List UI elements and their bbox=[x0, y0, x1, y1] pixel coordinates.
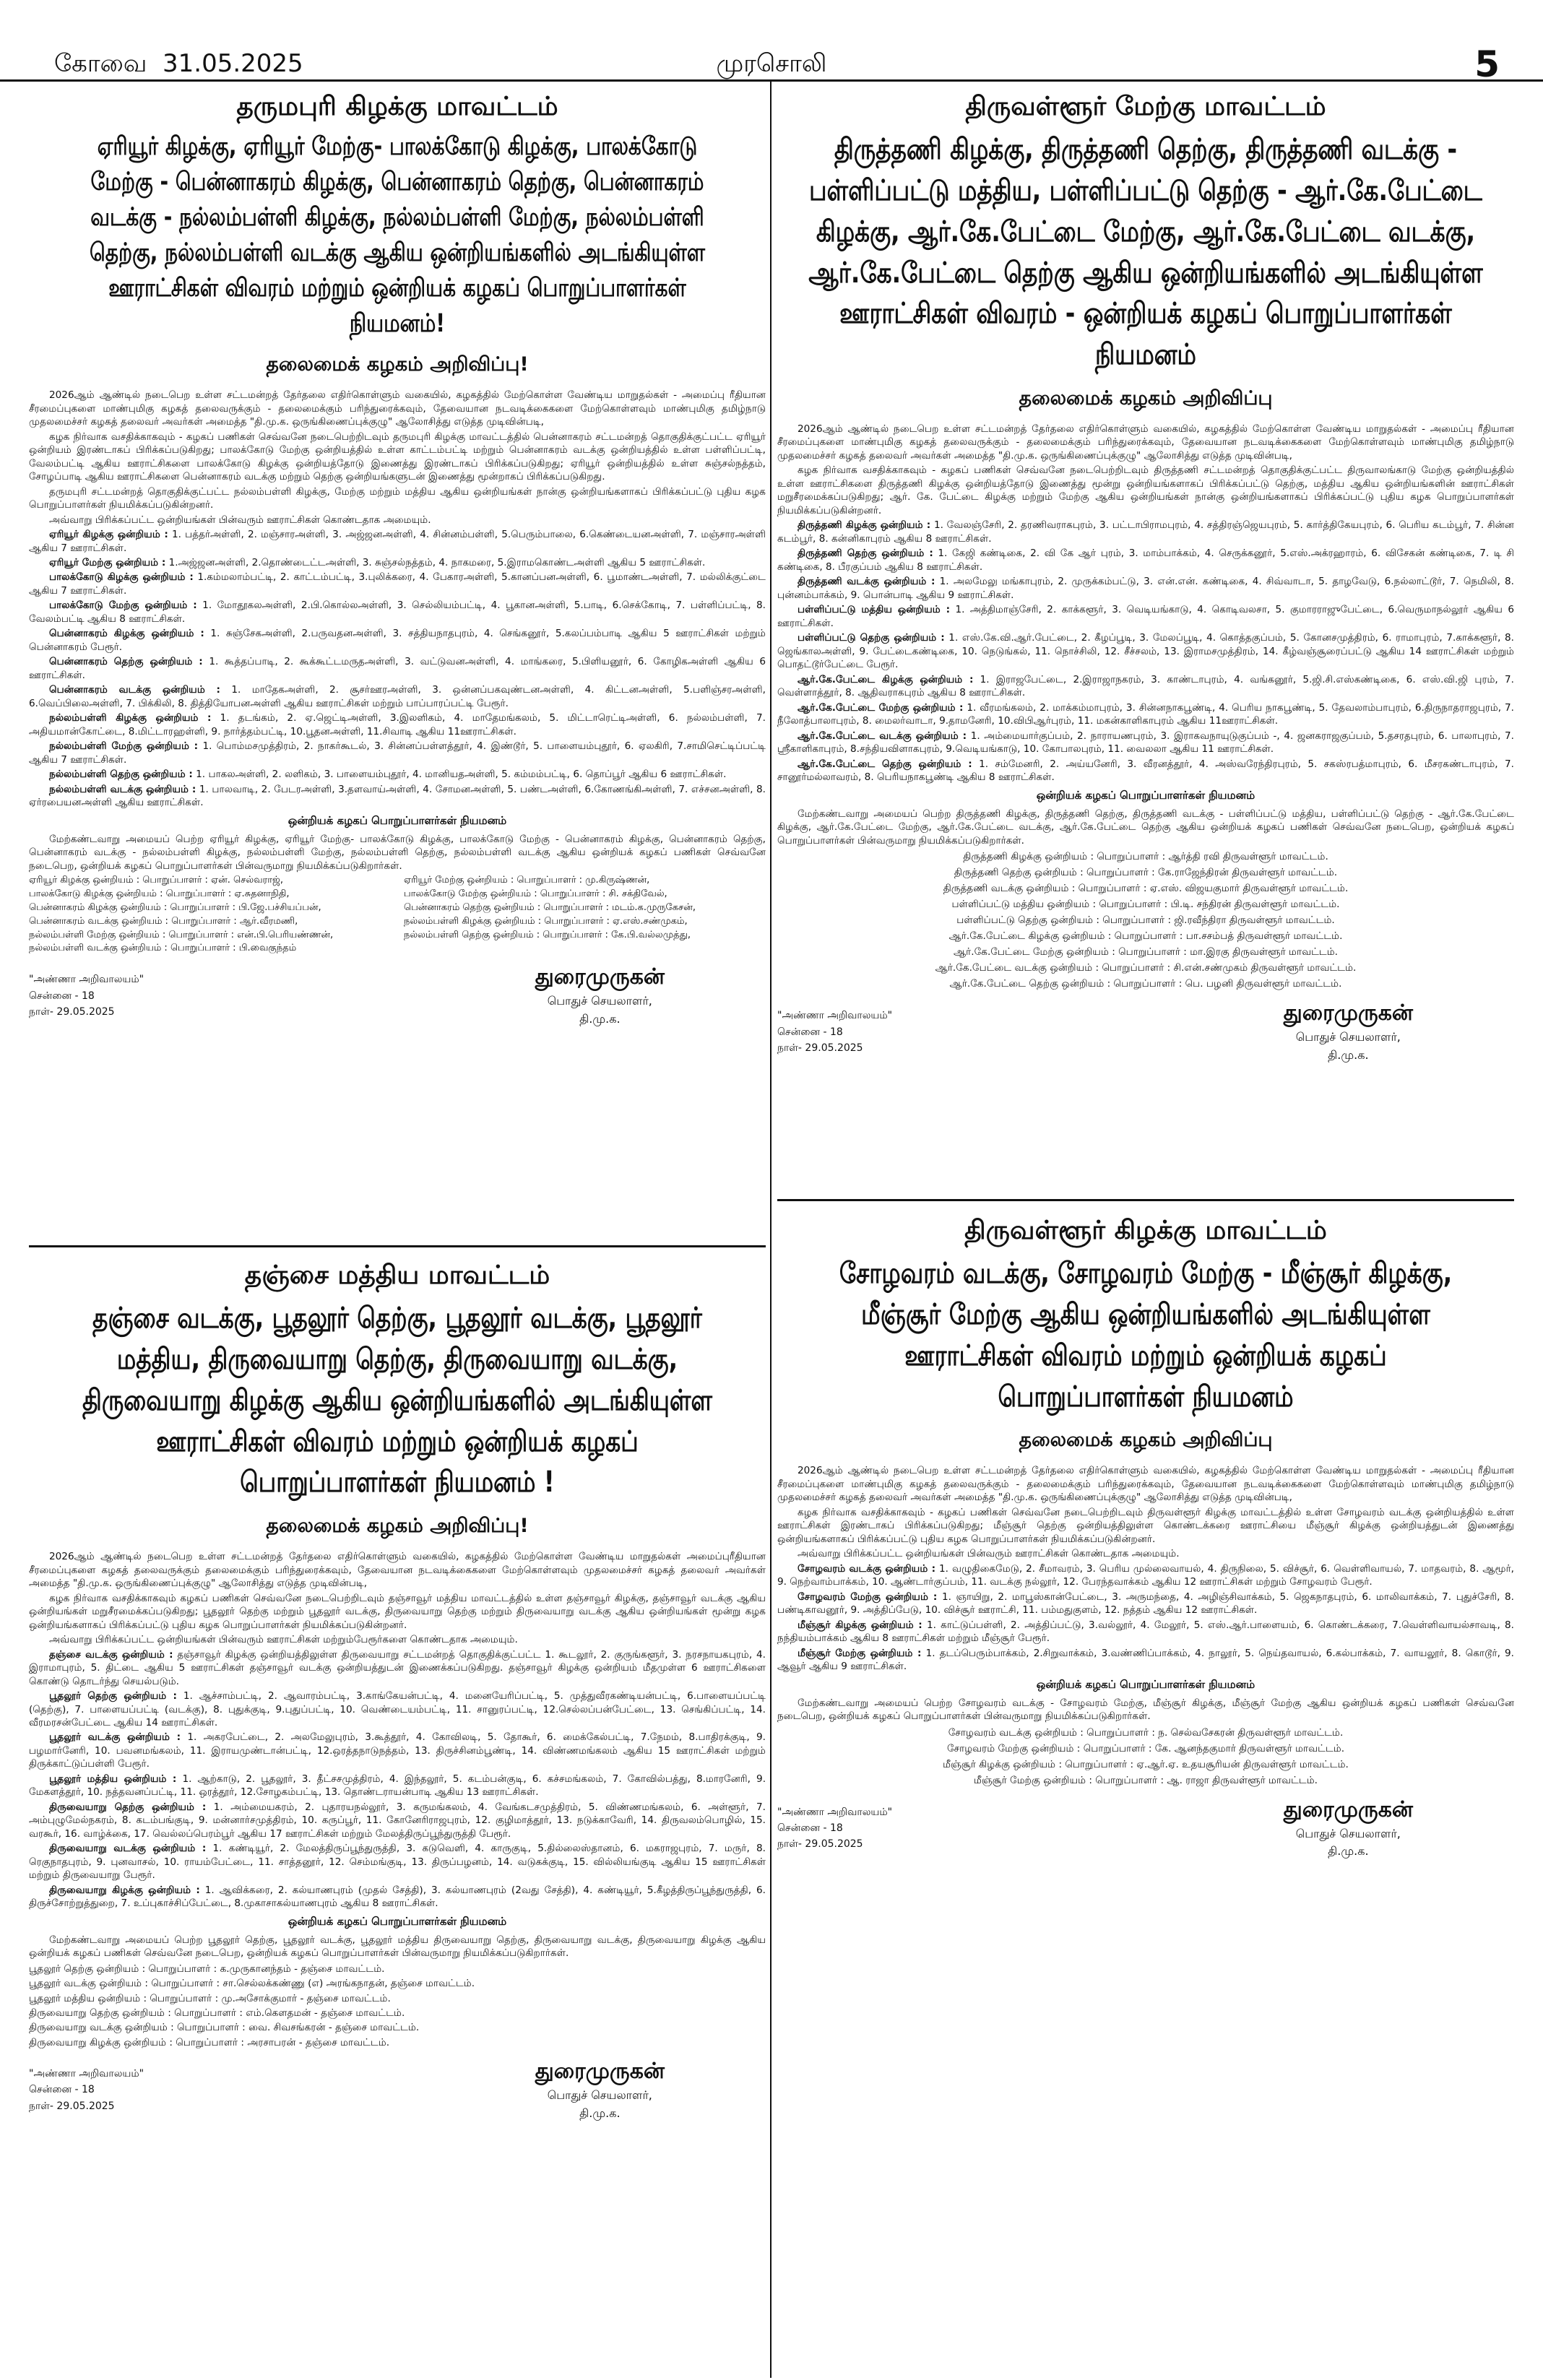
signatory-title: பொதுச் செயலாளர், bbox=[547, 2088, 652, 2103]
union-name: ஆர்.கே.பேட்டை தெற்கு ஒன்றியம் : bbox=[798, 758, 972, 770]
union-panchayats: 1. காட்டுப்பள்ளி, 2. அத்திப்பட்டு, 3.வல்லூர், 4. மேலூர், 5. எஸ்.ஆர்.பாளையம், 6. கொண்டக்கரை, 7.வெள்ளிவாயல்சாவடி, 8. நந்தியம்பாக்கம் ஆகிய 8 ஊராட்சிகள் மற்றும் மீஞ்சூர் பேரூர். bbox=[777, 1619, 1514, 1645]
footer-city: சென்னை - 18 bbox=[777, 1822, 843, 1835]
signatory-title: பொதுச் செயலாளர், bbox=[547, 994, 652, 1008]
union-name: பென்னாகரம் கிழக்கு ஒன்றியம் : bbox=[49, 628, 204, 640]
notice-footer bbox=[29, 2059, 766, 2167]
union-entry bbox=[777, 701, 1514, 728]
footer-date: நாள்- 29.05.2025 bbox=[29, 2100, 115, 2112]
union-entry bbox=[777, 1647, 1514, 1674]
union-entry bbox=[29, 740, 766, 766]
union-panchayats: 1. பத்தர்அள்ளி, 2. மஞ்சாரஅள்ளி, 3. அஜ்ஜனஅள்ளி, 4. சின்னம்பள்ளி, 5.பெரும்பாலை, 6.கெண்டையனஅள்ளி, 7. மஞ்சாரஅள்ளி ஆகிய 7 ஊராட்சிகள். bbox=[29, 529, 766, 554]
body-paragraph: அவ்வாறு பிரிக்கப்பட்ட ஒன்றியங்கள் பின்வரும் ஊராட்சிகள் மற்றும்பேரூர்களை கொண்டதாக அமையும். bbox=[49, 1634, 518, 1646]
appointment-intro: மேற்கண்டவாறு அமையப் பெற்ற பூதலூர் தெற்கு, பூதலூர் வடக்கு, பூதலூர் மத்திய திருவையாறு தெற்கு, திருவையாறு வடக்கு, திருவையாறு கிழக்கு ஆகிய ஒன்றியக் கழகப் பணிகள் செவ்வனே நடைபெற, ஒன்றியக் கழகப் பொறுப்பாளர்கள் பின்வருமாறு நியமிக்கப்படுகிறார்கள். bbox=[29, 1934, 766, 1960]
appointment-item: பூதலூர் வடக்கு ஒன்றியம் : பொறுப்பாளர் : சா.செல்லக்கண்ணு (எ) அரங்கநாதன், தஞ்சை மாவட்டம். bbox=[29, 1978, 475, 1990]
union-entry bbox=[29, 1842, 766, 1882]
union-panchayats: 1. அம்மையகரம், 2. புதாரயநல்லூர், 3. கருமங்கலம், 4. வேங்கடசமுத்திரம், 5. விண்ணமங்கலம், 6. அள்ளூர், 7. அம்புழுமேல்நகரம், 8. கடம்பங்குடி, 9. மன்னார்சமுத்திரம், 10. கருப்பூர், 11. கோனேரிராஜபுரம், 12. குழிமாத்தூர், 13. நடுக்காவேரி, 14. திருவலம்பொழில், 15. வரகூர், 16. வாழ்க்கை, 17. வெல்லப்பெரம்பூர் ஆகிய 17 ஊராட்சிகள் மற்றும் மேலத்திருப்பூந்துருத்தி பேரூர். bbox=[29, 1801, 766, 1840]
union-entry bbox=[29, 683, 766, 710]
appointment-list bbox=[777, 849, 1514, 992]
union-entry bbox=[777, 758, 1514, 784]
union-name: பென்னாகரம் வடக்கு ஒன்றியம் : bbox=[49, 684, 220, 696]
union-panchayats: 1. அலமேலு மங்காபுரம், 2. முருக்கம்பட்டு, 3. என்.என். கண்டிகை, 4. சிவ்வாடா, 5. தாழவேடு, 6.நல்லாட்டூர், 7. நெமிலி, 8. புன்னம்பாக்கம், 9. பொன்பாடி ஆகிய 9 ஊராட்சிகள். bbox=[777, 576, 1514, 601]
union-entry bbox=[777, 519, 1514, 545]
appointment-item: ஆர்.கே.பேட்டை கிழக்கு ஒன்றியம் : பொறுப்பாளர் : பா.சசம்பத் திருவள்ளூர் மாவட்டம். bbox=[948, 930, 1343, 943]
union-name: ஆர்.கே.பேட்டை மேற்கு ஒன்றியம் : bbox=[798, 701, 964, 714]
union-name: நல்லம்பள்ளி வடக்கு ஒன்றியம் : bbox=[49, 783, 196, 795]
footer-address-block bbox=[29, 2066, 144, 2114]
footer-date: நாள்- 29.05.2025 bbox=[777, 1042, 863, 1054]
union-name: திருவையாறு வடக்கு ஒன்றியம் : bbox=[49, 1843, 207, 1855]
district-title: தஞ்சை மத்திய மாவட்டம் bbox=[244, 1260, 550, 1290]
section-rule bbox=[29, 1245, 766, 1247]
union-name: பென்னாகரம் தெற்கு ஒன்றியம் : bbox=[49, 656, 203, 668]
footer-city: சென்னை - 18 bbox=[29, 2084, 95, 2096]
union-panchayats: 1.அஜ்ஜனஅள்ளி, 2.தொண்டைட்டஅள்ளி, 3. சுஞ்சல்நத்தம், 4. நாகமரை, 5.இராமகொண்டஅள்ளி ஆகிய 5 ஊராட்சிகள். bbox=[168, 557, 706, 568]
union-name: திருத்தணி தெற்கு ஒன்றியம் : bbox=[798, 548, 933, 560]
union-entry bbox=[777, 730, 1514, 756]
body-paragraph: 2026ஆம் ஆண்டில் நடைபெற உள்ள சட்டமன்றத் தேர்தலை எதிர்கொள்ளும் வகையில், கழகத்தில் மேற்கொள்ள வேண்டிய மாறுதல்கள் - அமைப்பு ரீதியான சீரமைப்புகளை மாண்புமிகு கழகத் தலைவருக்கும் - தலைமைக்கும் பரிந்துரைக்கவும், தேவையான நடவடிக்கைகளை மேற்கொள்ளவும் மாண்புமிகு தமிழ்நாடு முதலமைச்சர் கழகத் தலைவர் அவர்கள் அமைத்த "தி.மு.க. ஒருங்கிணைப்புக்குழு" ஆலோசித்து எடுத்த முடிவின்படி, bbox=[777, 1465, 1514, 1504]
union-entry bbox=[29, 1801, 766, 1840]
footer-address: "அண்ணா அறிவாலயம்" bbox=[777, 1010, 893, 1022]
footer-address-block bbox=[777, 1804, 892, 1853]
union-entry bbox=[29, 528, 766, 555]
union-entry bbox=[29, 1731, 766, 1770]
union-entry bbox=[777, 1591, 1514, 1617]
union-entry bbox=[777, 631, 1514, 671]
union-name: மீஞ்சூர் கிழக்கு ஒன்றியம் : bbox=[798, 1619, 922, 1631]
issue-date: 31.05.2025 bbox=[163, 49, 303, 78]
union-panchayats: 1. கேஜி கண்டிகை, 2. வி கே ஆர் புரம், 3. மாம்பாக்கம், 4. செருக்கனூர், 5.எஸ்.அக்ரஹாரம், 6. விசேகன் கண்டிகை, 7. டி சி கண்டிகை, 8. பீரகுப்பம் ஆகிய 8 ஊராட்சிகள். bbox=[777, 548, 1514, 573]
notice-footer bbox=[777, 1000, 1514, 1109]
signature-block bbox=[535, 964, 665, 1029]
union-panchayats: 1. தடங்கம், 2. ஏ.ஜெட்டிஅள்ளி, 3.இலளிகம், 4. மாதேமங்கலம், 5. மிட்டாரெட்டிஅள்ளி, 6. நல்லம்பள்ளி, 7. அதியமான்கோட்டை, 8.மிட்டாரஹள்ளி, 9. நார்த்தம்பட்டி, 10.பூதனஅள்ளி, 11.சிவாடி ஆகிய 11ஊராட்சிகள். bbox=[29, 712, 766, 737]
appointment-title: ஒன்றியக் கழகப் பொறுப்பாளர்கள் நியமனம் bbox=[288, 813, 507, 827]
appointment-item: திருத்தணி வடக்கு ஒன்றியம் : பொறுப்பாளர் : ஏ.எஸ். விஜயகுமார் திருவள்ளூர் மாவட்டம். bbox=[943, 883, 1349, 895]
appointment-title: ஒன்றியக் கழகப் பொறுப்பாளர்கள் நியமனம் bbox=[1036, 788, 1255, 802]
appointment-item: மீஞ்சூர் மேற்கு ஒன்றியம் : பொறுப்பாளர் : ஆ. ராஜா திருவள்ளூர் மாவட்டம். bbox=[974, 1774, 1318, 1786]
notice-thiruvallur-east bbox=[777, 1205, 1514, 2368]
headline: தஞ்சை வடக்கு, பூதலூர் தெற்கு, பூதலூர் வடக்கு, பூதலூர் மத்திய, திருவையாறு தெற்கு, திருவையாறு வடக்கு, திருவையாறு கிழக்கு ஆகிய ஒன்றியங்களில் அடங்கியுள்ள ஊராட்சிகள் விவரம் மற்றும் ஒன்றியக் கழகப் பொறுப்பாளர்கள் நியமனம் ! bbox=[82, 1302, 713, 1500]
union-entry bbox=[29, 655, 766, 682]
appointment-item: நல்லம்பள்ளி மேற்கு ஒன்றியம் : பொறுப்பாளர் : என்.பி.பெரியண்ணன், bbox=[29, 929, 334, 940]
city: கோவை bbox=[54, 49, 147, 78]
body-paragraph: கழக நிர்வாக வசதிக்காகவும் கழகப் பணிகள் செவ்வனே நடைபெற்றிடவும் தஞ்சாவூர் மத்திய மாவட்டத்தில் உள்ள தஞ்சாவூர் கிழக்கு, தஞ்சாவூர் வடக்கு ஆகிய ஒன்றியங்கள் மறுசீரமைக்கப்படுகிறது; பூதலூர் தெற்கு மற்றும் பூதலூர் வடக்கு, திருவையாறு தெற்கு மற்றும் திருவையாறு வடக்கு ஆகிய ஒன்றியங்கள் மூன்று கழக ஒன்றியங்களாகப் பிரிக்கப்பட்டு புதிய கழக பொறுப்பாளர்கள் நியமிக்கப்படுகின்றனர். bbox=[29, 1592, 766, 1631]
party-name: தி.மு.க. bbox=[579, 2106, 621, 2120]
appointment-item: பூதலூர் மத்திய ஒன்றியம் : பொறுப்பாளர் : மு.அசோக்குமார் - தஞ்சை மாவட்டம். bbox=[29, 1992, 391, 2004]
union-name: திருத்தணி கிழக்கு ஒன்றியம் : bbox=[798, 519, 931, 532]
appointment-item: சோழவரம் வடக்கு ஒன்றியம் : பொறுப்பாளர் : ந. செல்வசேகரன் திருவள்ளூர் மாவட்டம். bbox=[948, 1726, 1344, 1739]
union-panchayats: 1. இராஜபேட்டை, 2.இராஜாநகரம், 3. காண்டாபுரம், 4. வங்கனூர், 5.ஜி.சி.எஸ்கண்டிகை, 6. எஸ்.வி.ஜி புரம், 7. வெள்ளாத்தூர், 8. ஆதிவராகபுரம் ஆகிய 8 ஊராட்சிகள். bbox=[777, 673, 1514, 699]
union-name: பாலக்கோடு கிழக்கு ஒன்றியம் : bbox=[49, 571, 194, 584]
appointment-item: திருத்தணி கிழக்கு ஒன்றியம் : பொறுப்பாளர் : ஆர்த்தி ரவி திருவள்ளூர் மாவட்டம். bbox=[963, 851, 1328, 863]
appointment-item: ஏரியூர் மேற்கு ஒன்றியம் : பொறுப்பாளர் : மு.கிருஷ்ணன், bbox=[404, 875, 650, 886]
union-panchayats: 1. அகரபேட்டை, 2. அலமேலுபுரம், 3.கூத்தூர், 4. கோவிலடி, 5. தோகூர், 6. மைக்கேல்பட்டி, 7.நேமம், 8.பாதிரக்குடி, 9. பழமார்னேரி, 10. பவனமங்கலம், 11. இராயமுண்டான்பட்டி, 12.ஒரத்தநாடுநத்தம், 13. திருச்சினம்பூண்டி, 14. விண்ணமங்கலம் ஆகிய 15 ஊராட்சிகள் மற்றும் திருக்காட்டுப்பள்ளி பேரூர். bbox=[29, 1731, 766, 1770]
union-name: பாலக்கோடு மேற்கு ஒன்றியம் : bbox=[49, 600, 197, 612]
union-name: ஏரியூர் கிழக்கு ஒன்றியம் : bbox=[49, 529, 168, 541]
appointment-item: ஏரியூர் கிழக்கு ஒன்றியம் : பொறுப்பாளர் : ஏன். செல்வராஜ், bbox=[29, 875, 284, 886]
union-panchayats: 1. பாகலஅள்ளி, 2. லளிகம், 3. பாளையம்புதூர், 4. மானியதஅள்ளி, 5. கம்மம்பட்டி, 6. தொப்பூர் ஆகிய 6 ஊராட்சிகள். bbox=[196, 769, 727, 781]
announcement-subhead: தலைமைக் கழகம் அறிவிப்பு bbox=[1019, 386, 1273, 410]
signatory-title: பொதுச் செயலாளர், bbox=[1295, 1826, 1401, 1840]
union-panchayats: 1.கம்மலாம்பட்டி, 2. காட்டம்பட்டி, 3.புலிக்கரை, 4. பேகாரஅள்ளி, 5.கானப்பனஅள்ளி, 6. பூமாண்டஅள்ளி, 7. மல்லிக்குட்டை ஆகிய 7 ஊராட்சிகள். bbox=[29, 571, 766, 597]
union-panchayats: 1. வழுதிகைமேடு, 2. சீமாவரம், 3. பெரிய முல்லைவாயல், 4. திருநிலை, 5. விச்சூர், 6. வெள்ளிவாயல், 7. மாதவரம், 8. ஆமூர், 9. நெற்வாம்பாக்கம், 10. ஆண்டார்குப்பம், 11. வடக்கு நல்லூர், 12. பேரந்தவாக்கம் ஆகிய 12 ஊராட்சிகள் மற்றும் சோழவரம் பேரூர். bbox=[777, 1562, 1514, 1588]
body-paragraph: தருமபுரி சட்டமன்றத் தொகுதிக்குட்பட்ட நல்லம்பள்ளி கிழக்கு, மேற்கு மற்றும் மத்திய ஆகிய ஒன்றியங்கள் நான்கு ஒன்றியங்களாகப் பிரிக்கப்பட்டு புதிய கழக பொறுப்பாளர்கள் நியமிக்கப்படுகின்றனர். bbox=[29, 485, 766, 511]
appointment-item: பாலக்கோடு மேற்கு ஒன்றியம் : பொறுப்பாளர் : சி. சக்திவேல், bbox=[404, 888, 667, 900]
union-panchayats: 1. எஸ்.கே.வி.ஆர்.பேட்டை, 2. கீழப்பூடி, 3. மேலப்பூடி, 4. கொத்தகுப்பம், 5. கோனசமுத்திரம், 6. ராமாபுரம், 7.காக்களூர், 8. ஜெங்காலஅள்ளி, 9. பேட்டைகண்டிகை, 10. நெடுங்கல், 11. நொச்சிலி, 12. சீச்சலம், 13. இராமசமுத்திரம், 14. கீழ்வஞ்சூரைப்பட்டு ஆகிய 14 ஊராட்சிகள் மற்றும் பொதட்டூர்பேட்டை பேரூர். bbox=[777, 632, 1514, 671]
appointment-item: திருவையாறு கிழக்கு ஒன்றியம் : பொறுப்பாளர் : அரசாபரன் - தஞ்சை மாவட்டம். bbox=[29, 2036, 390, 2048]
union-entry bbox=[29, 1648, 766, 1688]
appointment-item: ஆர்.கே.பேட்டை வடக்கு ஒன்றியம் : பொறுப்பாளர் : சி.என்.சண்முகம் திருவள்ளூர் மாவட்டம். bbox=[935, 962, 1357, 974]
footer-address-block bbox=[777, 1008, 892, 1056]
newspaper-name: முரசொலி bbox=[716, 49, 827, 78]
footer-date: நாள்- 29.05.2025 bbox=[29, 1006, 115, 1018]
union-entry bbox=[777, 547, 1514, 574]
party-name: தி.மு.க. bbox=[579, 1012, 621, 1026]
footer-date: நாள்- 29.05.2025 bbox=[777, 1838, 863, 1851]
appointment-item: பென்னாகரம் வடக்கு ஒன்றியம் : பொறுப்பாளர் : ஆர்.வீரமணி, bbox=[29, 915, 298, 927]
footer-address: "அண்ணா அறிவாலயம்" bbox=[777, 1806, 893, 1818]
footer-city: சென்னை - 18 bbox=[777, 1026, 843, 1038]
masthead bbox=[0, 0, 1543, 85]
union-entry bbox=[29, 768, 766, 781]
footer-address-block bbox=[29, 972, 144, 1020]
headline: சோழவரம் வடக்கு, சோழவரம் மேற்கு - மீஞ்சூர் கிழக்கு, மீஞ்சூர் மேற்கு ஆகிய ஒன்றியங்களில் அடங்கியுள்ள ஊராட்சிகள் விவரம் மற்றும் ஒன்றியக் கழகப் பொறுப்பாளர்கள் நியமனம் bbox=[839, 1257, 1453, 1414]
page-number: 5 bbox=[1474, 43, 1500, 85]
appointment-item: நல்லம்பள்ளி கிழக்கு ஒன்றியம் : பொறுப்பாளர் : ஏ.எஸ்.சண்முகம், bbox=[404, 915, 688, 927]
announcement-subhead: தலைமைக் கழகம் அறிவிப்பு bbox=[1019, 1429, 1273, 1452]
union-name: ஆர்.கே.பேட்டை கிழக்கு ஒன்றியம் : bbox=[798, 673, 974, 685]
body-paragraph: அவ்வாறு பிரிக்கப்பட்ட ஒன்றியங்கள் பின்வரும் ஊராட்சிகள் கொண்டதாக அமையும். bbox=[49, 514, 431, 526]
appointment-intro: மேற்கண்டவாறு அமையப் பெற்ற திருத்தணி கிழக்கு, திருத்தணி தெற்கு, திருத்தணி வடக்கு - பள்ளிப்பட்டு மத்திய, பள்ளிப்பட்டு தெற்கு - ஆர்.கே.பேட்டை கிழக்கு, ஆர்.கே.பேட்டை மேற்கு, ஆர்.கே.பேட்டை வடக்கு, ஆர்.கே.பேட்டை தெற்கு ஆகிய ஒன்றியக் கழகப் பணிகள் செவ்வனே நடைபெற, ஒன்றியக் கழகப் பொறுப்பாளர்கள் பின்வருமாறு நியமிக்கப்படுகிறார்கள். bbox=[777, 808, 1514, 847]
union-name: ஏரியூர் மேற்கு ஒன்றியம் : bbox=[49, 557, 166, 568]
announcement-subhead: தலைமைக் கழகம் அறிவிப்பு! bbox=[266, 353, 529, 376]
appointment-item: பூதலூர் தெற்கு ஒன்றியம் : பொறுப்பாளர் : க.முருகானந்தம் - தஞ்சை மாவட்டம். bbox=[29, 1963, 385, 1975]
union-panchayats: 1. பொம்மசமுத்திரம், 2. நாகர்கூடல், 3. சின்னப்பள்ளத்தூர், 4. இண்டூர், 5. பாளையம்புதூர், 6. ஏலகிரி, 7.சாமிசெட்டிப்பட்டி ஆகிய 7 ஊராட்சிகள். bbox=[29, 740, 766, 766]
appointment-item: சோழவரம் மேற்கு ஒன்றியம் : பொறுப்பாளர் : கே. ஆனந்தகுமார் திருவள்ளூர் மாவட்டம். bbox=[946, 1742, 1345, 1754]
union-panchayats: 1. கண்டியூர், 2. மேலத்திருப்பூந்துருத்தி, 3. கடுவெளி, 4. காருகுடி, 5.தில்லைஸ்தானம், 6. மகராஜபுரம், 7. மருர், 8. ரெகுநாதபுரம், 9. புனவாசல், 10. ராயம்பேட்டை, 11. சாத்தனூர், 12. செம்மங்குடி, 13. திருப்பழனம், 14. வடுகக்குடி, 15. வில்லியங்குடி ஆகிய 15 ஊராட்சிகள் மற்றும் திருவையாறு பேரூர். bbox=[29, 1843, 766, 1882]
appointment-list bbox=[777, 1725, 1514, 1788]
party-name: தி.மு.க. bbox=[1328, 1047, 1369, 1062]
announcement-subhead: தலைமைக் கழகம் அறிவிப்பு! bbox=[266, 1515, 529, 1538]
body-paragraph: 2026ஆம் ஆண்டில் நடைபெற உள்ள சட்டமன்றத் தேர்தலை எதிர்கொள்ளும் வகையில், கழகத்தில் மேற்கொள்ள வேண்டிய மாறுதல்கள் அமைப்புரீதியான சீரமைப்புகளை கழகத் தலைவருக்கும் தலைமைக்கும் பரிந்துரைக்கவும், தேவையான நடவடிக்கைகளை மேற்கொள்ளவும் முதலமைச்சர் கழகத் தலைவர் அவர்கள் அமைத்த "தி.மு.க. ஒருங்கிணைப்புக்குழு" ஆலோசித்து எடுத்த முடிவின்படி, bbox=[29, 1551, 766, 1590]
union-panchayats: 1. பாலவாடி, 2. பேடரஅள்ளி, 3.தளவாய்அள்ளி, 4. சோமனஅள்ளி, 5. பண்டஅள்ளி, 6.கோணங்கிஅள்ளி, 7. எச்சனஅள்ளி, 8. ஏர்ரபையனஅள்ளி ஆகிய ஊராட்சிகள். bbox=[29, 783, 766, 809]
section-rule bbox=[777, 1199, 1514, 1201]
appointment-item: திருவையாறு வடக்கு ஒன்றியம் : பொறுப்பாளர் : வை. சிவசங்கரன் - தஞ்சை மாவட்டம். bbox=[29, 2022, 420, 2034]
union-name: திருத்தணி வடக்கு ஒன்றியம் : bbox=[798, 576, 935, 588]
signature-block bbox=[535, 2059, 665, 2123]
union-panchayats: 1. ஞாயிறு, 2. மாபூஸ்கான்பேட்டை, 3. அருமந்தை, 4. அழிஞ்சிவாக்கம், 5. ஜெகநாதபுரம், 6. மாலிவாக்கம், 7. புதுச்சேரி, 8. பண்டிகாவனூர், 9. அத்திப்பேடு, 10. விச்சூர் ஊராட்சி, 11. பம்மதுகுளம், 12. நத்தம் ஆகிய 12 ஊராட்சிகள். bbox=[777, 1591, 1514, 1617]
column-divider bbox=[770, 81, 772, 2378]
union-panchayats: 1. மாதேகஅள்ளி, 2. சூசர்ஊரஅள்ளி, 3. ஒன்னப்பகவுண்டனஅள்ளி, 4. கிட்டனஅள்ளி, 5.பளிஞ்சரஅள்ளி, 6.வெப்பிலைஅள்ளி, 7. பிக்கிலி, 8. தித்தியோபனஅள்ளி ஆகிய ஊராட்சிகள் மற்றும் பாப்பாரப்பட்டி பேரூர். bbox=[29, 684, 766, 709]
appointment-item: நல்லம்பள்ளி தெற்கு ஒன்றியம் : பொறுப்பாளர் : கே.பி.வல்லமுத்து, bbox=[404, 929, 691, 940]
union-name: பூதலூர் தெற்கு ஒன்றியம் : bbox=[49, 1690, 177, 1702]
union-entry bbox=[29, 599, 766, 626]
union-name: பூதலூர் மத்திய ஒன்றியம் : bbox=[49, 1773, 177, 1785]
right-column bbox=[777, 81, 1514, 2380]
appointment-item: மீஞ்சூர் கிழக்கு ஒன்றியம் : பொறுப்பாளர் : ஏ.ஆர்.ஏ. உதயசூரியன் திருவள்ளூர் மாவட்டம். bbox=[943, 1758, 1349, 1770]
union-name: பள்ளிப்பட்டு தெற்கு ஒன்றியம் : bbox=[798, 632, 945, 644]
signatory-name: துரைமுருகன் bbox=[1283, 1000, 1413, 1026]
union-name: திருவையாறு தெற்கு ஒன்றியம் : bbox=[49, 1801, 207, 1813]
appointment-intro: மேற்கண்டவாறு அமையப் பெற்ற ஏரியூர் கிழக்கு, ஏரியூர் மேற்கு- பாலக்கோடு கிழக்கு, பாலக்கோடு மேற்கு - பென்னாகரம் கிழக்கு, பென்னாகரம் தெற்கு, பென்னாகரம் வடக்கு - நல்லம்பள்ளி கிழக்கு, நல்லம்பள்ளி மேற்கு, நல்லம்பள்ளி தெற்கு, நல்லம்பள்ளி வடக்கு ஆகிய ஒன்றியக் கழகப் பணிகள் செவ்வனே நடைபெற, ஒன்றியக் கழகப் பொறுப்பாளர்கள் பின்வருமாறு நியமிக்கப்படுகிறார்கள். bbox=[29, 833, 766, 872]
union-name: நல்லம்பள்ளி மேற்கு ஒன்றியம் : bbox=[49, 740, 199, 753]
signatory-name: துரைமுருகன் bbox=[1283, 1796, 1413, 1822]
signatory-name: துரைமுருகன் bbox=[535, 964, 665, 990]
appointment-item: பள்ளிப்பட்டு மத்திய ஒன்றியம் : பொறுப்பாளர் : பி.டி. சந்திரன் திருவள்ளூர் மாவட்டம். bbox=[951, 899, 1340, 911]
appointment-item: திருத்தணி தெற்கு ஒன்றியம் : பொறுப்பாளர் : கே.ராஜேந்திரன் திருவள்ளூர் மாவட்டம். bbox=[954, 867, 1338, 879]
signature-block bbox=[1284, 1000, 1413, 1065]
appointment-item: பாலக்கோடு கிழக்கு ஒன்றியம் : பொறுப்பாளர் : ஏ.சுதனாநிதி, bbox=[29, 888, 290, 900]
party-name: தி.மு.க. bbox=[1328, 1844, 1369, 1858]
union-entry bbox=[29, 556, 766, 569]
headline: திருத்தணி கிழக்கு, திருத்தணி தெற்கு, திருத்தணி வடக்கு - பள்ளிப்பட்டு மத்திய, பள்ளிப்பட்டு தெற்கு - ஆர்.கே.பேட்டை கிழக்கு, ஆர்.கே.பேட்டை மேற்கு, ஆர்.கே.பேட்டை வடக்கு, ஆர்.கே.பேட்டை தெற்கு ஆகிய ஒன்றியங்களில் அடங்கியுள்ள ஊராட்சிகள் விவரம் - ஒன்றியக் கழகப் பொறுப்பாளர்கள் நியமனம் bbox=[808, 133, 1483, 372]
left-column bbox=[29, 81, 766, 2380]
appointment-item: பள்ளிப்பட்டு தெற்கு ஒன்றியம் : பொறுப்பாளர் : ஜி.ரவீந்திரா திருவள்ளூர் மாவட்டம். bbox=[956, 914, 1335, 927]
headline: ஏரியூர் கிழக்கு, ஏரியூர் மேற்கு- பாலக்கோடு கிழக்கு, பாலக்கோடு மேற்கு - பென்னாகரம் கிழக்கு, பென்னாகரம் தெற்கு, பென்னாகரம் வடக்கு - நல்லம்பள்ளி கிழக்கு, நல்லம்பள்ளி மேற்கு, நல்லம்பள்ளி தெற்கு, நல்லம்பள்ளி வடக்கு ஆகிய ஒன்றியங்களில் அடங்கியுள்ள ஊராட்சிகள் விவரம் மற்றும் ஒன்றியக் கழகப் பொறுப்பாளர்கள் நியமனம்! bbox=[89, 132, 706, 339]
union-panchayats: 1. சுஞ்சேகஅள்ளி, 2.பருவதனஅள்ளி, 3. சத்தியநாதபுரம், 4. செங்கனூர், 5.கலப்பம்பாடி ஆகிய 5 ஊராட்சிகள் மற்றும் பென்னாகரம் பேரூர். bbox=[29, 628, 766, 653]
union-panchayats: 1. கூத்தப்பாடி, 2. கூக்கூட்டமருதஅள்ளி, 3. வட்டுவனஅள்ளி, 4. மாங்கரை, 5.பிளியனூர், 6. கோழிகஅள்ளி ஆகிய 6 ஊராட்சிகள். bbox=[29, 656, 766, 681]
notice-dharmapuri-east bbox=[29, 81, 766, 1244]
union-name: பள்ளிப்பட்டு மத்திய ஒன்றியம் : bbox=[798, 604, 951, 616]
appointment-title: ஒன்றியக் கழகப் பொறுப்பாளர்கள் நியமனம் bbox=[1036, 1677, 1255, 1691]
appointment-list bbox=[29, 874, 766, 956]
union-panchayats: 1. சம்மேனரி, 2. அய்யனேரி, 3. வீரனத்தூர், 4. அஸ்வரேந்திரபுரம், 5. சகஸ்ரபத்மாபுரம், 6. மீசரகண்டாபுரம், 7. சானூர்மல்லாவரம், 8. பெரியநாகபூண்டி ஆகிய 8 ஊராட்சிகள். bbox=[777, 758, 1514, 784]
signature-block bbox=[1284, 1797, 1413, 1861]
union-name: தஞ்சை வடக்கு ஒன்றியம் : bbox=[49, 1648, 173, 1661]
appointment-item: பென்னாகரம் கிழக்கு ஒன்றியம் : பொறுப்பாளர் : பி.ஜே.பச்சியப்பன், bbox=[29, 901, 321, 913]
district-title: திருவள்ளூர் மேற்கு மாவட்டம் bbox=[965, 92, 1326, 121]
appointment-item: ஆர்.கே.பேட்டை தெற்கு ஒன்றியம் : பொறுப்பாளர் : பெ. பழனி திருவள்ளூர் மாவட்டம். bbox=[949, 978, 1342, 990]
notice-footer bbox=[777, 1797, 1514, 1905]
union-name: திருவையாறு கிழக்கு ஒன்றியம் : bbox=[49, 1884, 200, 1896]
union-entry bbox=[29, 1884, 766, 1911]
union-name: சோழவரம் மேற்கு ஒன்றியம் : bbox=[798, 1591, 938, 1603]
union-panchayats: 1. வேலஞ்சேரி, 2. தரணிவராகபுரம், 3. பட்டாபிராமபுரம், 4. சத்திரஞ்ஜெயபுரம், 5. கார்த்திகேயபுரம், 6. பெரிய கடம்பூர், 7. சின்ன கடம்பூர், 8. கன்னிகாபுரம் ஆகிய 8 ஊராட்சிகள். bbox=[777, 519, 1514, 545]
footer-address: "அண்ணா அறிவாலயம்" bbox=[29, 974, 144, 986]
appointment-title: ஒன்றியக் கழகப் பொறுப்பாளர்கள் நியமனம் bbox=[288, 1914, 507, 1928]
union-panchayats: 1. ஆச்சாம்பட்டி, 2. ஆவாரம்பட்டி, 3.காங்கேயன்பட்டி, 4. மனையேரிப்பட்டி, 5. முத்துவீரகண்டியன்பட்டி, 6.பாளையப்பட்டி (தெற்கு), 7. பாளையப்பட்டி (வடக்கு), 8. புதுக்குடி, 9.புதுப்பட்டி, 10. வெண்டையம்பட்டி, 11. சானுரப்பட்டி, 12.செல்லப்பன்பேட்டை, 13. செங்கிப்பட்டி, 14. வீரமரசன்பேட்டை ஆகிய 14 ஊராட்சிகள். bbox=[29, 1690, 766, 1728]
notice-footer bbox=[29, 964, 766, 1073]
body-paragraph: அவ்வாறு பிரிக்கப்பட்ட ஒன்றியங்கள் பின்வரும் ஊராட்சிகள் கொண்டதாக அமையும். bbox=[798, 1548, 1180, 1560]
footer-city: சென்னை - 18 bbox=[29, 990, 95, 1002]
body-paragraph: 2026ஆம் ஆண்டில் நடைபெற உள்ள சட்டமன்றத் தேர்தலை எதிர்கொள்ளும் வகையில், கழகத்தில் மேற்கொள்ள வேண்டிய மாறுதல்கள் - அமைப்பு ரீதியான சீரமைப்புகளை மாண்புமிகு கழகத் தலைவருக்கும் - தலைமைக்கும் பரிந்துரைக்கவும், தேவையான நடவடிக்கைகளை மேற்கொள்ளவும் மாண்புமிகு தமிழ்நாடு முதலமைச்சர் கழகத் தலைவர் அவர்கள் அமைத்த "தி.மு.க. ஒருங்கிணைப்புக்குழு" ஆலோசித்து எடுத்த முடிவின்படி, bbox=[29, 389, 766, 428]
union-name: நல்லம்பள்ளி கிழக்கு ஒன்றியம் : bbox=[49, 712, 212, 724]
union-panchayats: 1. ஆற்காடு, 2. பூதலூர், 3. தீட்சசமுத்திரம், 4. இந்தலூர், 5. கடம்பன்குடி, 6. கச்சமங்கலம், 7. கோவில்பத்து, 8.மாரனேரி, 9. மேகளத்தூர், 10. நத்தவனப்பட்டி, 11. ஒரத்தூர், 12.சோழகம்பட்டி, 13. தொண்டராயன்பாடி ஆகிய 13 ஊராட்சிகள். bbox=[29, 1773, 766, 1799]
appointment-item: பென்னாகரம் தெற்கு ஒன்றியம் : பொறுப்பாளர் : மடம்.க.முருகேசன், bbox=[404, 901, 696, 913]
union-panchayats: 1. வீரமங்கலம், 2. மாக்கம்மாபுரம், 3. சின்னநாகபூண்டி, 4. பெரிய நாகபூண்டி, 5. தேவலாம்பாபுரம், 6.திருநாதராஜபுரம், 7. நீலோத்பாலாபுரம், 8. மைலர்வாடா, 9.தாமனேரி, 10.விபிஆர்புரம், 11. மகன்காளிகாபுரம் ஆகிய 11ஊராட்சிகள். bbox=[777, 701, 1514, 727]
appointment-item: ஆர்.கே.பேட்டை மேற்கு ஒன்றியம் : பொறுப்பாளர் : மா.இரகு திருவள்ளூர் மாவட்டம். bbox=[953, 946, 1338, 959]
appointment-item: திருவையாறு தெற்கு ஒன்றியம் : பொறுப்பாளர் : எம்.கௌதமன் - தஞ்சை மாவட்டம். bbox=[29, 2007, 405, 2019]
union-entry bbox=[777, 1619, 1514, 1645]
union-name: ஆர்.கே.பேட்டை வடக்கு ஒன்றியம் : bbox=[798, 730, 967, 742]
union-entry bbox=[29, 711, 766, 738]
notice-thiruvallur-west bbox=[777, 81, 1514, 1208]
body-paragraph: கழக நிர்வாக வசதிக்காகவும் - கழகப் பணிகள் செவ்வனே நடைபெற்றிடவும் திருத்தணி சட்டமன்றத் தொகுதிக்குட்பட்ட திருவாலங்காடு மேற்கு ஒன்றியத்தில் உள்ள ஊராட்சிகளை திருத்தணி கிழக்கு ஒன்றியத்தோடு இணைத்து மூன்று ஒன்றியங்களாகப் பிரிக்கப்பட்டு தெற்கு, மத்திய ஆகிய ஒன்றியங்களின் ஊராட்சிகள் மறுசீரமைக்கப்படுகிறது; ஆர். கே. பேட்டை கிழக்கு மற்றும் மேற்கு ஆகிய ஒன்றியங்கள் நான்கு ஒன்றியங்களாகப் பிரிக்கப்பட்டு புதிய கழக பொறுப்பாளர்கள் நியமிக்கப்படுகின்றனர். bbox=[777, 464, 1514, 516]
body-paragraph: கழக நிர்வாக வசதிக்காகவும் - கழகப் பணிகள் செவ்வனே நடைபெற்றிடவும் திருவள்ளூர் கிழக்கு மாவட்டத்தில் உள்ள சோழவரம் வடக்கு ஒன்றியத்தில் உள்ள ஊராட்சிகள் இரண்டாகப் பிரிக்கப்படுகிறது; மீஞ்சூர் தெற்கு ஒன்றியத்திலுள்ள கொண்டக்கரை ஊராட்சியை மீஞ்சூர் கிழக்கு ஒன்றியத்துடன் இணைத்து ஒன்றியங்களாகப் பிரிக்கப்பட்டு புதிய கழக பொறுப்பாளர்கள் நியமிக்கப்படுகின்றனர். bbox=[777, 1506, 1514, 1545]
appointment-intro: மேற்கண்டவாறு அமையப் பெற்ற சோழவரம் வடக்கு - சோழவரம் மேற்கு, மீஞ்சூர் கிழக்கு, மீஞ்சூர் மேற்கு ஆகிய ஒன்றியக் கழகப் பணிகள் செவ்வனே நடைபெற, ஒன்றியக் கழகப் பொறுப்பாளர்கள் பின்வருமாறு நியமிக்கப்படுகிறார்கள். bbox=[777, 1697, 1514, 1723]
signatory-title: பொதுச் செயலாளர், bbox=[1295, 1030, 1401, 1044]
union-entry bbox=[777, 575, 1514, 602]
union-entry bbox=[29, 571, 766, 597]
union-name: நல்லம்பள்ளி தெற்கு ஒன்றியம் : bbox=[49, 769, 193, 781]
union-panchayats: 1. ஆவிக்கரை, 2. கல்யாணபுரம் (முதல் சேத்தி), 3. கல்யாணபுரம் (2வது சேத்தி), 4. கண்டியூர், 5.கீழத்திருப்பூந்துருத்தி, 6. திருச்சோற்றுத்துறை, 7. உப்புகாச்சிப்பேட்டை, 8.முகாசாகல்யாணபுரம் ஆகிய 8 ஊராட்சிகள். bbox=[29, 1884, 766, 1910]
district-title: திருவள்ளூர் கிழக்கு மாவட்டம் bbox=[964, 1216, 1327, 1245]
union-entry bbox=[777, 603, 1514, 630]
signatory-name: துரைமுருகன் bbox=[535, 2059, 665, 2085]
footer-address: "அண்ணா அறிவாலயம்" bbox=[29, 2068, 144, 2080]
notice-thanjai-central bbox=[29, 1250, 766, 2376]
body-paragraph: கழக நிர்வாக வசதிக்காகவும் - கழகப் பணிகள் செவ்வனே நடைபெற்றிடவும் தருமபுரி கிழக்கு மாவட்டத்தில் பென்னாகரம் சட்டமன்றத் தொகுதிக்குட்பட்ட ஏரியூர் ஒன்றியம் இரண்டாகப் பிரிக்கப்படுகிறது; பாலக்கோடு மேற்கு ஒன்றியத்தில் உள்ள காட்டம்பட்டி மற்றும் பென்னாகரம் வடக்கு ஒன்றியத்தில் உள்ள பள்ளிப்பட்டி, வேலம்பட்டி ஆகிய ஊராட்சிகளை பாலக்கோடு கிழக்கு ஒன்றியத்தோடு இணைத்து இரண்டாகப் பிரிக்கப்படுகிறது; ஏரியூர் ஒன்றியத்தில் உள்ள சுஞ்சல்நத்தம், சோழப்பாடி ஆகிய ஊராட்சிகளை பென்னாகரம் வடக்கு மற்றும் தெற்கு ஒன்றியங்களுடன் இணைத்து மூன்றாகப் பிரிக்கப்படுகிறது. bbox=[29, 430, 766, 483]
union-panchayats: 1. அத்திமாஞ்சேரி, 2. காக்களூர், 3. வெடியங்காடு, 4. கொடிவலசா, 5. குமாரராஜுபேட்டை, 6.வெருமாநல்லூர் ஆகிய 6 ஊராட்சிகள். bbox=[777, 604, 1514, 629]
union-entry bbox=[29, 1689, 766, 1729]
union-name: பூதலூர் வடக்கு ஒன்றியம் : bbox=[49, 1731, 181, 1744]
union-panchayats: 1. மோதூகலஅள்ளி, 2.பி.கொல்லஅள்ளி, 3. செல்லியம்பட்டி, 4. பூகானஅள்ளி, 5.பாடி, 6.செக்கோடி, 7. பள்ளிப்பட்டி, 8. வேலம்பட்டி ஆகிய 8 ஊராட்சிகள். bbox=[29, 600, 766, 625]
union-entry bbox=[29, 783, 766, 810]
union-entry bbox=[29, 1773, 766, 1799]
union-entry bbox=[777, 673, 1514, 700]
body-paragraph: 2026ஆம் ஆண்டில் நடைபெற உள்ள சட்டமன்றத் தேர்தலை எதிர்கொள்ளும் வகையில், கழகத்தில் மேற்கொள்ள வேண்டிய மாறுதல்கள் - அமைப்பு ரீதியான சீரமைப்புகளை மாண்புமிகு கழகத் தலைவருக்கும் - தலைமைக்கும் பரிந்துரைக்கவும், தேவையான நடவடிக்கைகளை மேற்கொள்ளவும் மாண்புமிகு தமிழ்நாடு முதலமைச்சர் கழகத் தலைவர் அவர்கள் அமைத்த "தி.மு.க. ஒருங்கிணைப்புக்குழு" ஆலோசித்து எடுத்த முடிவின்படி, bbox=[777, 423, 1514, 462]
appointment-item: நல்லம்பள்ளி வடக்கு ஒன்றியம் : பொறுப்பாளர் : பி.வைகுந்தம் bbox=[29, 943, 297, 954]
union-entry bbox=[29, 627, 766, 654]
union-panchayats: தஞ்சாவூர் கிழக்கு ஒன்றியத்திலுள்ள திருவையாறு சட்டமன்றத் தொகுதிக்குட்பட்ட 1. கூடலூர், 2. குருங்களூர், 3. நரசநாயகபுரம், 4. இராமாபுரம், 5. திட்டை ஆகிய 5 ஊராட்சிகள் தஞ்சாவூர் வடக்கு ஒன்றியத்துடன் இணைக்கப்படுகிறது. தஞ்சாவூர் கிழக்கு ஒன்றியம் மீதமுள்ள 6 ஊராட்சிகளை கொண்டு தொடர்ந்து செயல்படும். bbox=[29, 1648, 766, 1687]
district-title: தருமபுரி கிழக்கு மாவட்டம் bbox=[236, 92, 558, 121]
union-panchayats: 1. தடப்பெரும்பாக்கம், 2.சிறுவாக்கம், 3.வண்ணிப்பாக்கம், 4. நாலூர், 5. நெய்தவாயல், 6.கல்பாக்கம், 7. வாயலூர், 8. கொடூர், 9. ஆவூர் ஆகிய 9 ஊராட்சிகள். bbox=[777, 1647, 1514, 1673]
union-panchayats: 1. அம்மையார்குப்பம், 2. நாராயணபுரம், 3. இராகவநாயுடுகுப்பம் -, 4. ஜனகராஜகுப்பம், 5.தசரதபுரம், 6. பாலாபுரம், 7. ஸ்ரீகாளிகாபுரம், 8.சந்தியவிளாகபுரம், 9.வெடியங்காடு, 10. கோபாலபுரம், 11. வைலலா ஆகிய 11 ஊராட்சிகள். bbox=[777, 730, 1514, 756]
appointment-list bbox=[29, 1962, 766, 2050]
union-name: சோழவரம் வடக்கு ஒன்றியம் : bbox=[798, 1562, 936, 1575]
union-entry bbox=[777, 1562, 1514, 1589]
union-name: மீஞ்சூர் மேற்கு ஒன்றியம் : bbox=[798, 1647, 922, 1659]
